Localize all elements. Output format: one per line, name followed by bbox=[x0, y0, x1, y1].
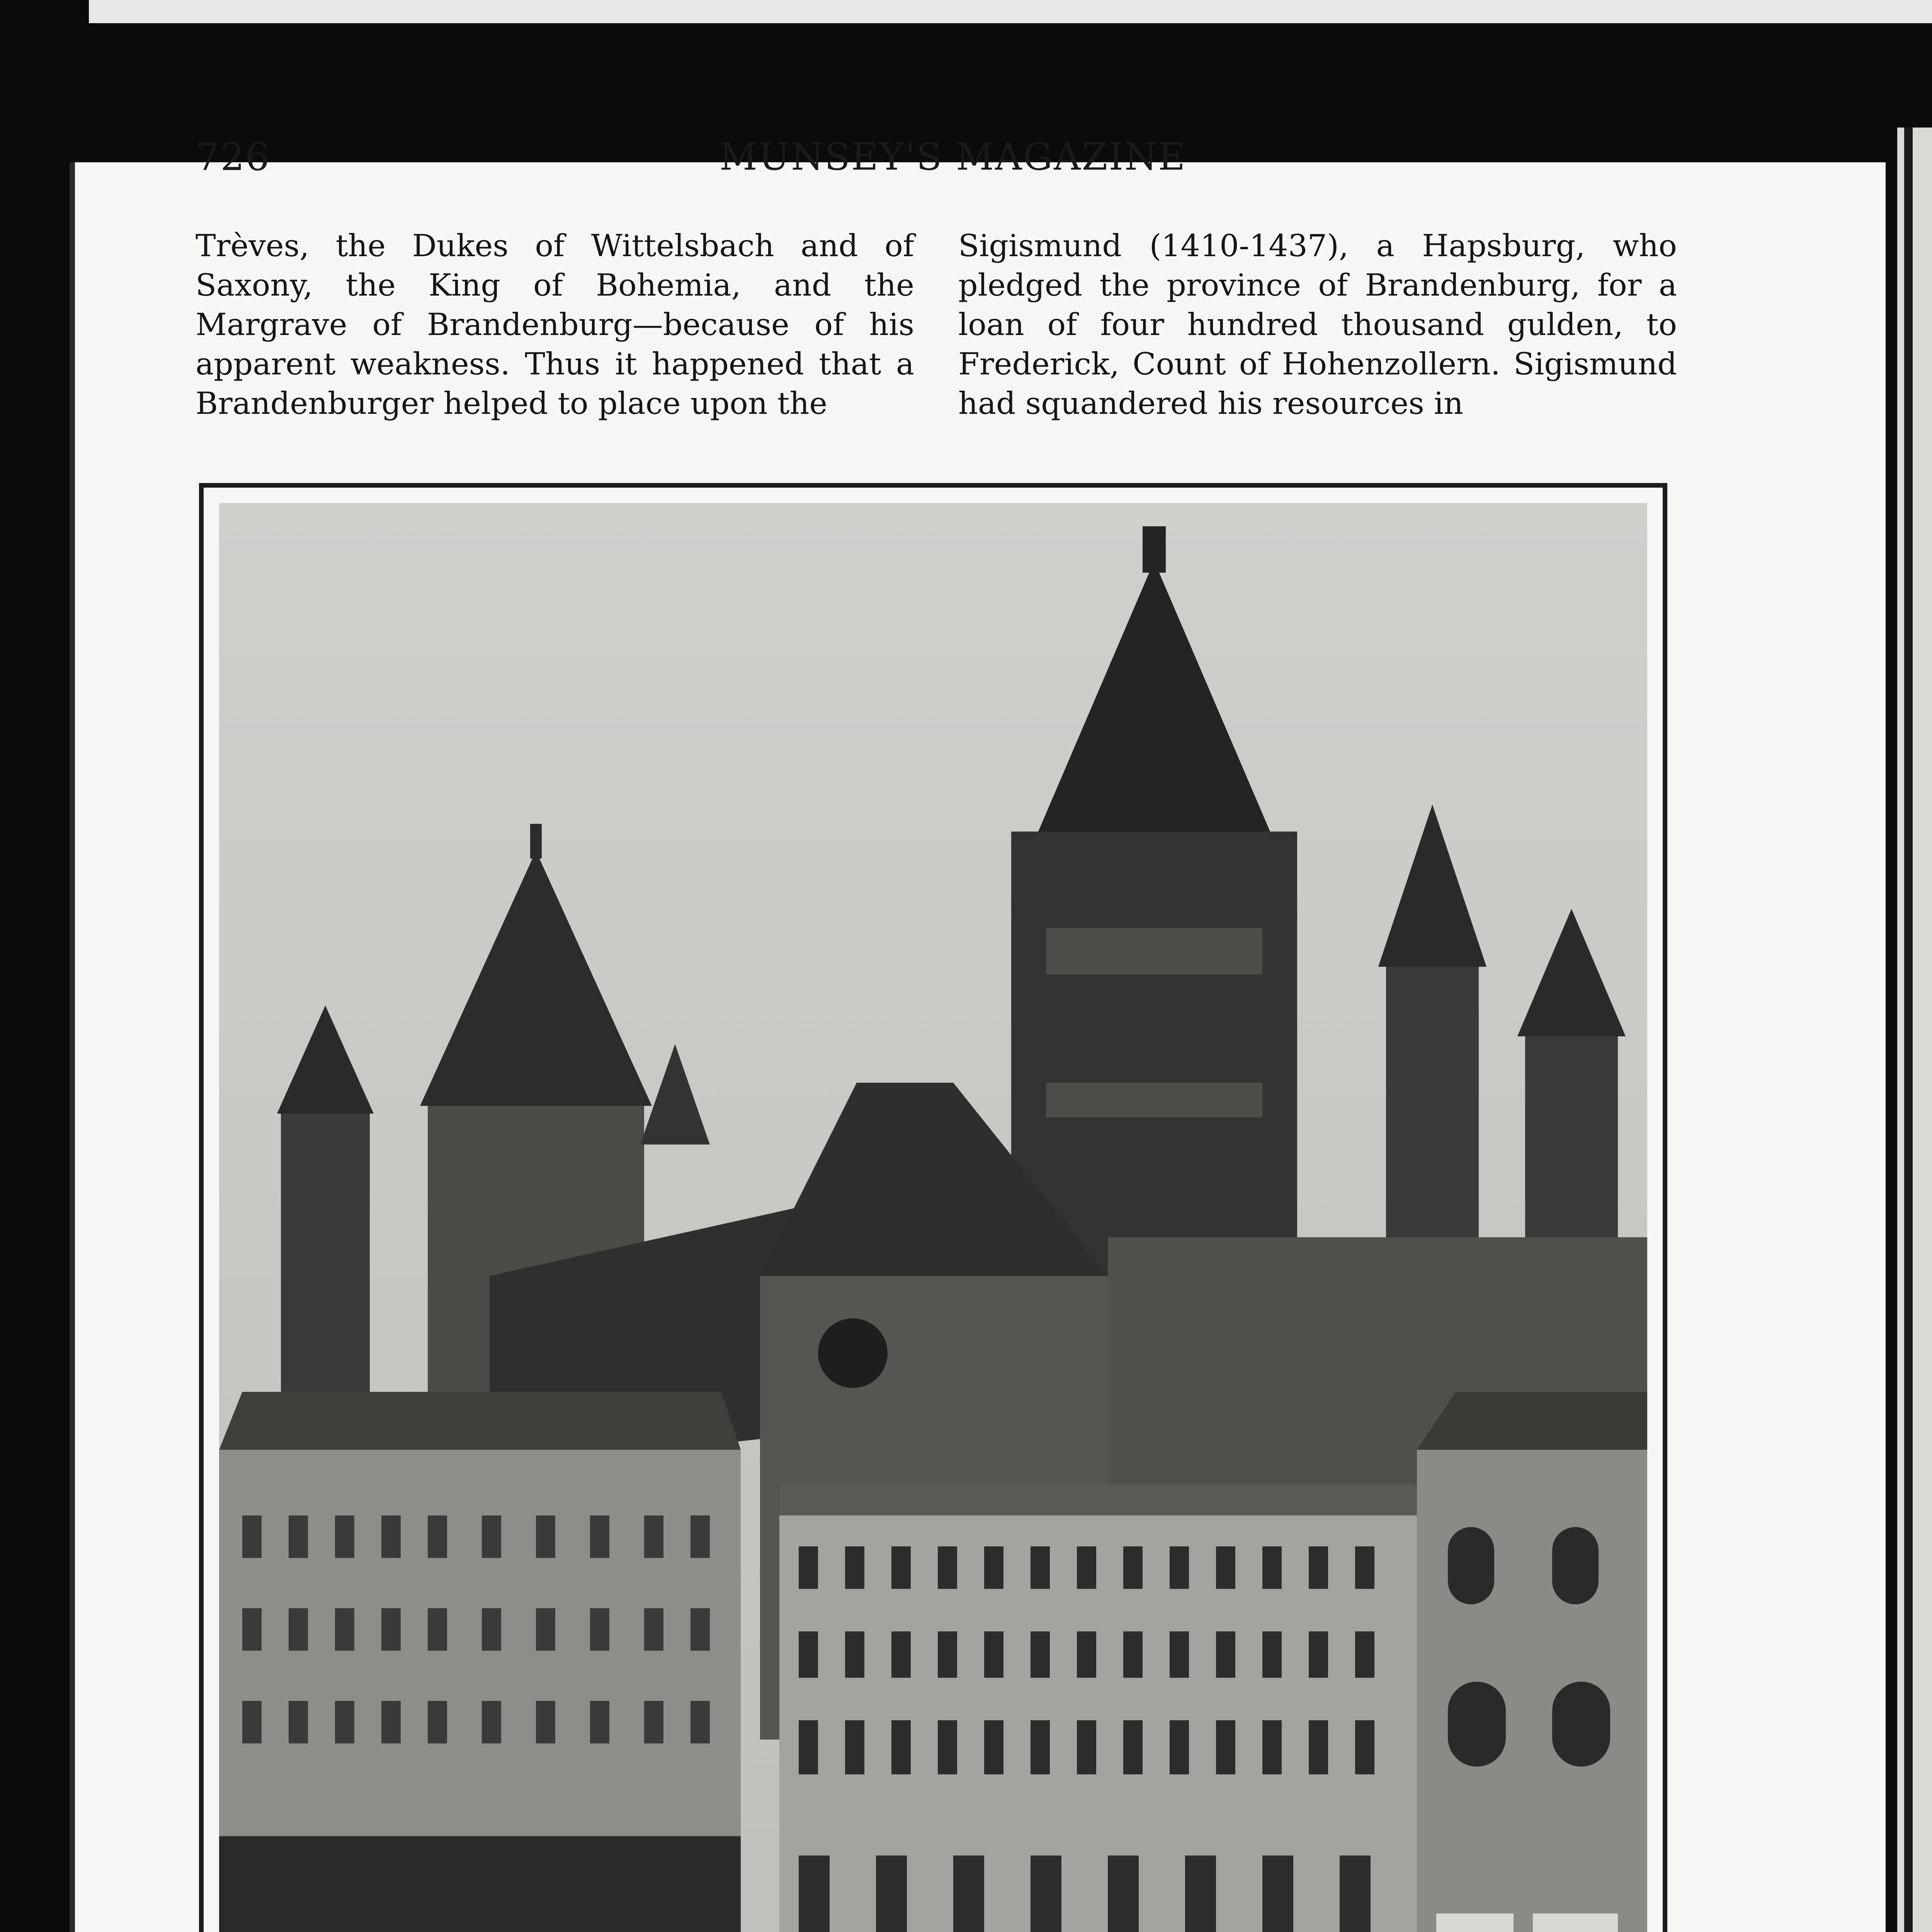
adjacent-page-top-edge bbox=[89, 0, 1932, 23]
adjacent-page-right-edge bbox=[1897, 128, 1932, 1932]
text-column-top-left bbox=[196, 226, 914, 423]
page-number: 726 bbox=[196, 135, 270, 179]
cathedral-photograph bbox=[199, 483, 1667, 1932]
paragraph: Trèves, the Dukes of Wittelsbach and of Saxony, the King of Bohemia, and the Margrave of Brandenburg—because of his apparent weakness. Thus it happened that a Brandenburger helped to place upon the bbox=[196, 228, 914, 421]
text-column-top-right bbox=[958, 226, 1677, 423]
cathedral-illustration bbox=[219, 503, 1647, 1932]
paragraph: Sigismund (1410-1437), a Hapsburg, who pledged the province of Brandenburg, for a loan of four hundred thousand gulden, to Frederick, Count of Hohenzollern. Sigismund had squandered his resources in bbox=[958, 228, 1677, 421]
page-header bbox=[196, 135, 1710, 213]
running-title: MUNSEY'S MAGAZINE bbox=[719, 135, 1187, 179]
